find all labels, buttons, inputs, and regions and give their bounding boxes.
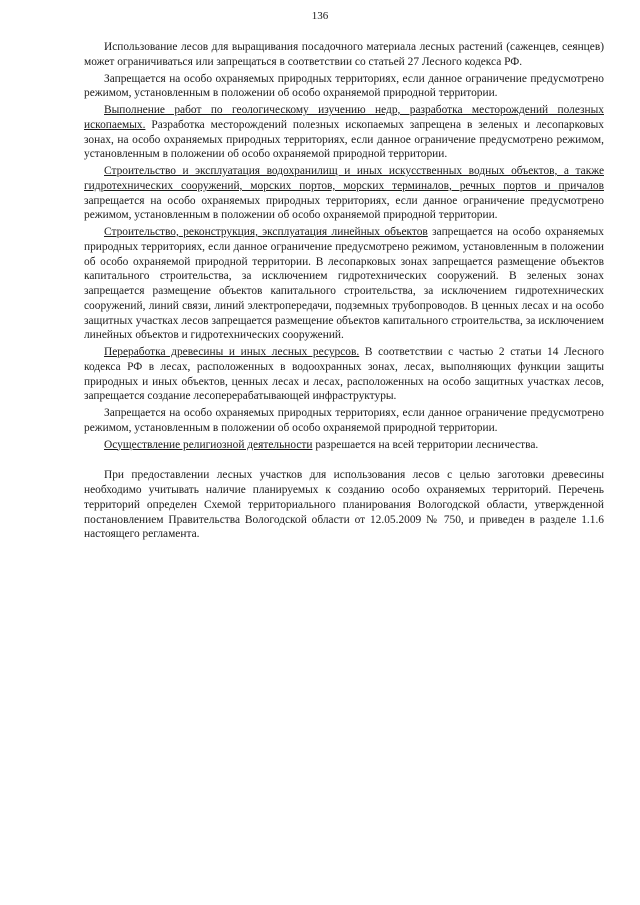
document-body bbox=[84, 40, 604, 544]
paragraph-geology bbox=[84, 103, 604, 162]
paragraph-heading: Строительство, реконструкция, эксплуатация линейных объектов bbox=[104, 226, 428, 238]
paragraph-text: При предоставлении лесных участков для использования лесов с целью заготовки древесины необходимо учитывать наличие планируемых к созданию особо охраняемых территорий. Перечень территорий определен Схемой территориального планирования Вологодской области, утвержденной постановлением Правительства Вологодской области от 12.05.2009 № 750, и приведен в разделе 1.1.6 настоящего регламента. bbox=[84, 469, 604, 541]
paragraph-heading: Осуществление религиозной деятельности bbox=[104, 438, 313, 451]
paragraph-seedlings-restriction bbox=[84, 72, 604, 102]
paragraph-text: запрещается на особо охраняемых природных территориях, если данное ограничение предусмотрено режимом, установленным в положении об особо охраняемой природной территории. bbox=[84, 194, 604, 222]
paragraph-heading: Переработка древесины и иных лесных ресурсов. bbox=[104, 346, 360, 358]
paragraph-text: разрешается на всей территории лесничества. bbox=[312, 438, 539, 451]
page-number: 136 bbox=[311, 10, 329, 22]
paragraph-reservoirs bbox=[84, 164, 604, 223]
paragraph-heading: Выполнение работ по геологическому изучению недр, разработка месторождений полезных ископаемых. bbox=[84, 104, 604, 131]
paragraph-wood-processing bbox=[84, 345, 604, 404]
paragraph-text: Использование лесов для выращивания посадочного материала лесных растений (саженцев, сеянцев) может ограничиваться или запрещаться в соответствии со статьей 27 Лесного кодекса РФ. bbox=[84, 41, 604, 68]
paragraph-seedlings bbox=[84, 40, 604, 70]
paragraph-heading: Строительство и эксплуатация водохранилищ и иных искусственных водных объектов, а также гидротехнических сооружений, морских портов, морских терминалов, речных портов и причалов bbox=[84, 165, 604, 192]
paragraph-text: В соответствии с частью 2 статьи 14 Лесного кодекса РФ в лесах, расположенных в водоохранных зонах, лесах, выполняющих функции защиты природных и иных объектов, ценных лесах и лесах, расположенных на особо защитных участках лесов, запрещается создание лесоперерабатывающей инфраструктуры. bbox=[84, 346, 604, 403]
paragraph-text: Запрещается на особо охраняемых природных территориях, если данное ограничение предусмотрено режимом, установленным в положении об особо охраняемой природной территории. bbox=[84, 72, 604, 100]
paragraph-linear-objects bbox=[84, 225, 604, 343]
paragraph-text: Разработка месторождений полезных ископаемых запрещена в зеленых и лесопарковых зонах, на особо охраняемых природных территориях, если данное ограничение предусмотрено режимом, установленным в положении об особо охраняемой природной территории. bbox=[84, 118, 604, 161]
paragraph-text: запрещается на особо охраняемых природных территориях, если данное ограничение предусмотрено режимом, установленным в положении об особо охраняемой природной территории. В лесопарковых зонах запрещается размещение объектов капитального строительства, за исключением гидротехнических сооружений. В зеленых зонах запрещается размещение объектов капитального строительства, за исключением гидротехнических сооружений, линий связи, линий электропередачи, подземных трубопроводов. В ценных лесах и на особо защитных участках лесов запрещается размещение объектов капитального строительства, за исключением линейных объектов и гидротехнических сооружений. bbox=[84, 226, 604, 342]
paragraph-closing bbox=[84, 468, 604, 542]
paragraph-religious bbox=[84, 438, 604, 453]
paragraph-text: Запрещается на особо охраняемых природных территориях, если данное ограничение предусмотрено режимом, установленным в положении об особо охраняемой природной территории. bbox=[84, 407, 604, 434]
paragraph-wood-processing-restriction bbox=[84, 406, 604, 436]
